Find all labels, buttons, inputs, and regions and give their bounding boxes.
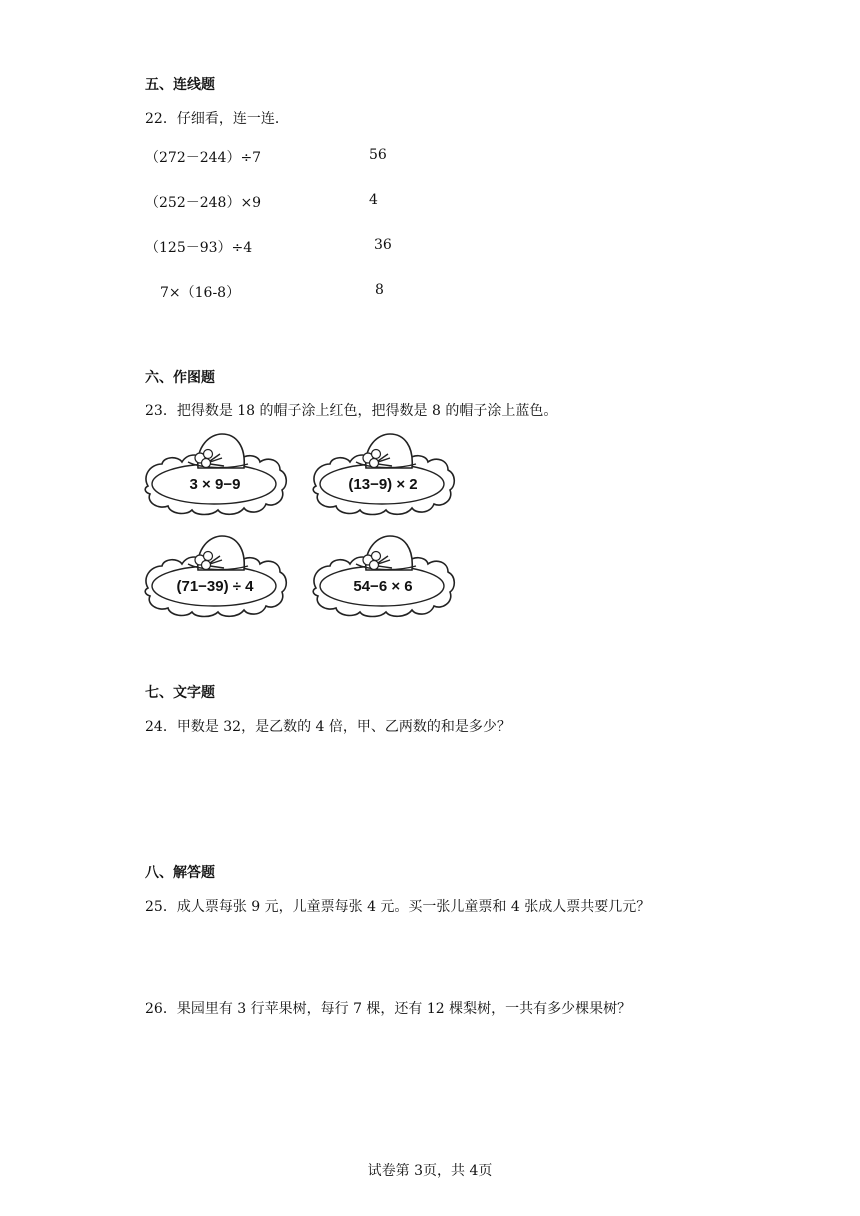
question-22-prompt: 22．仔细看，连一连．: [145, 111, 289, 127]
hat-icon: [308, 530, 458, 620]
question-23-prompt: 23．把得数是 18 的帽子涂上红色，把得数是 8 的帽子涂上蓝色。: [145, 403, 558, 419]
answer-right-3: 36: [374, 237, 392, 253]
hat-icon: [308, 428, 458, 518]
hat-1[interactable]: [140, 428, 290, 518]
hat-icon: [140, 530, 290, 620]
answer-right-1: 56: [369, 147, 387, 163]
section-title-matching: 五、连线题: [145, 77, 215, 93]
expression-left-3: （125－93）÷4: [145, 240, 253, 256]
section-title-solutions: 八、解答题: [145, 865, 215, 881]
hat-expression-4: 54−6 × 6: [353, 578, 413, 595]
answer-right-4: 8: [375, 282, 384, 298]
page-footer: 试卷第 3页，共 4页: [367, 1163, 493, 1179]
hat-expression-1: 3 × 9−9: [189, 476, 241, 493]
question-24-prompt: 24．甲数是 32，是乙数的 4 倍，甲、乙两数的和是多少？: [145, 719, 511, 735]
section-title-word-problems: 七、文字题: [145, 685, 215, 701]
section-title-drawing: 六、作图题: [145, 370, 215, 386]
expression-left-1: （272－244）÷7: [145, 150, 262, 166]
hat-icon: [140, 428, 290, 518]
question-26-prompt: 26．果园里有 3 行苹果树，每行 7 棵，还有 12 棵梨树，一共有多少棵果树？: [145, 1001, 632, 1017]
hat-3[interactable]: [140, 530, 290, 620]
answer-right-2: 4: [369, 192, 378, 208]
hat-expression-3: (71−39) ÷ 4: [176, 578, 254, 595]
hat-expression-2: (13−9) × 2: [348, 476, 418, 493]
hat-4[interactable]: [308, 530, 458, 620]
expression-left-4: 7×（16-8）: [160, 285, 241, 301]
question-25-prompt: 25．成人票每张 9 元，儿童票每张 4 元。买一张儿童票和 4 张成人票共要几元？: [145, 899, 651, 915]
expression-left-2: （252－248）×9: [145, 195, 262, 211]
hat-2[interactable]: [308, 428, 458, 518]
